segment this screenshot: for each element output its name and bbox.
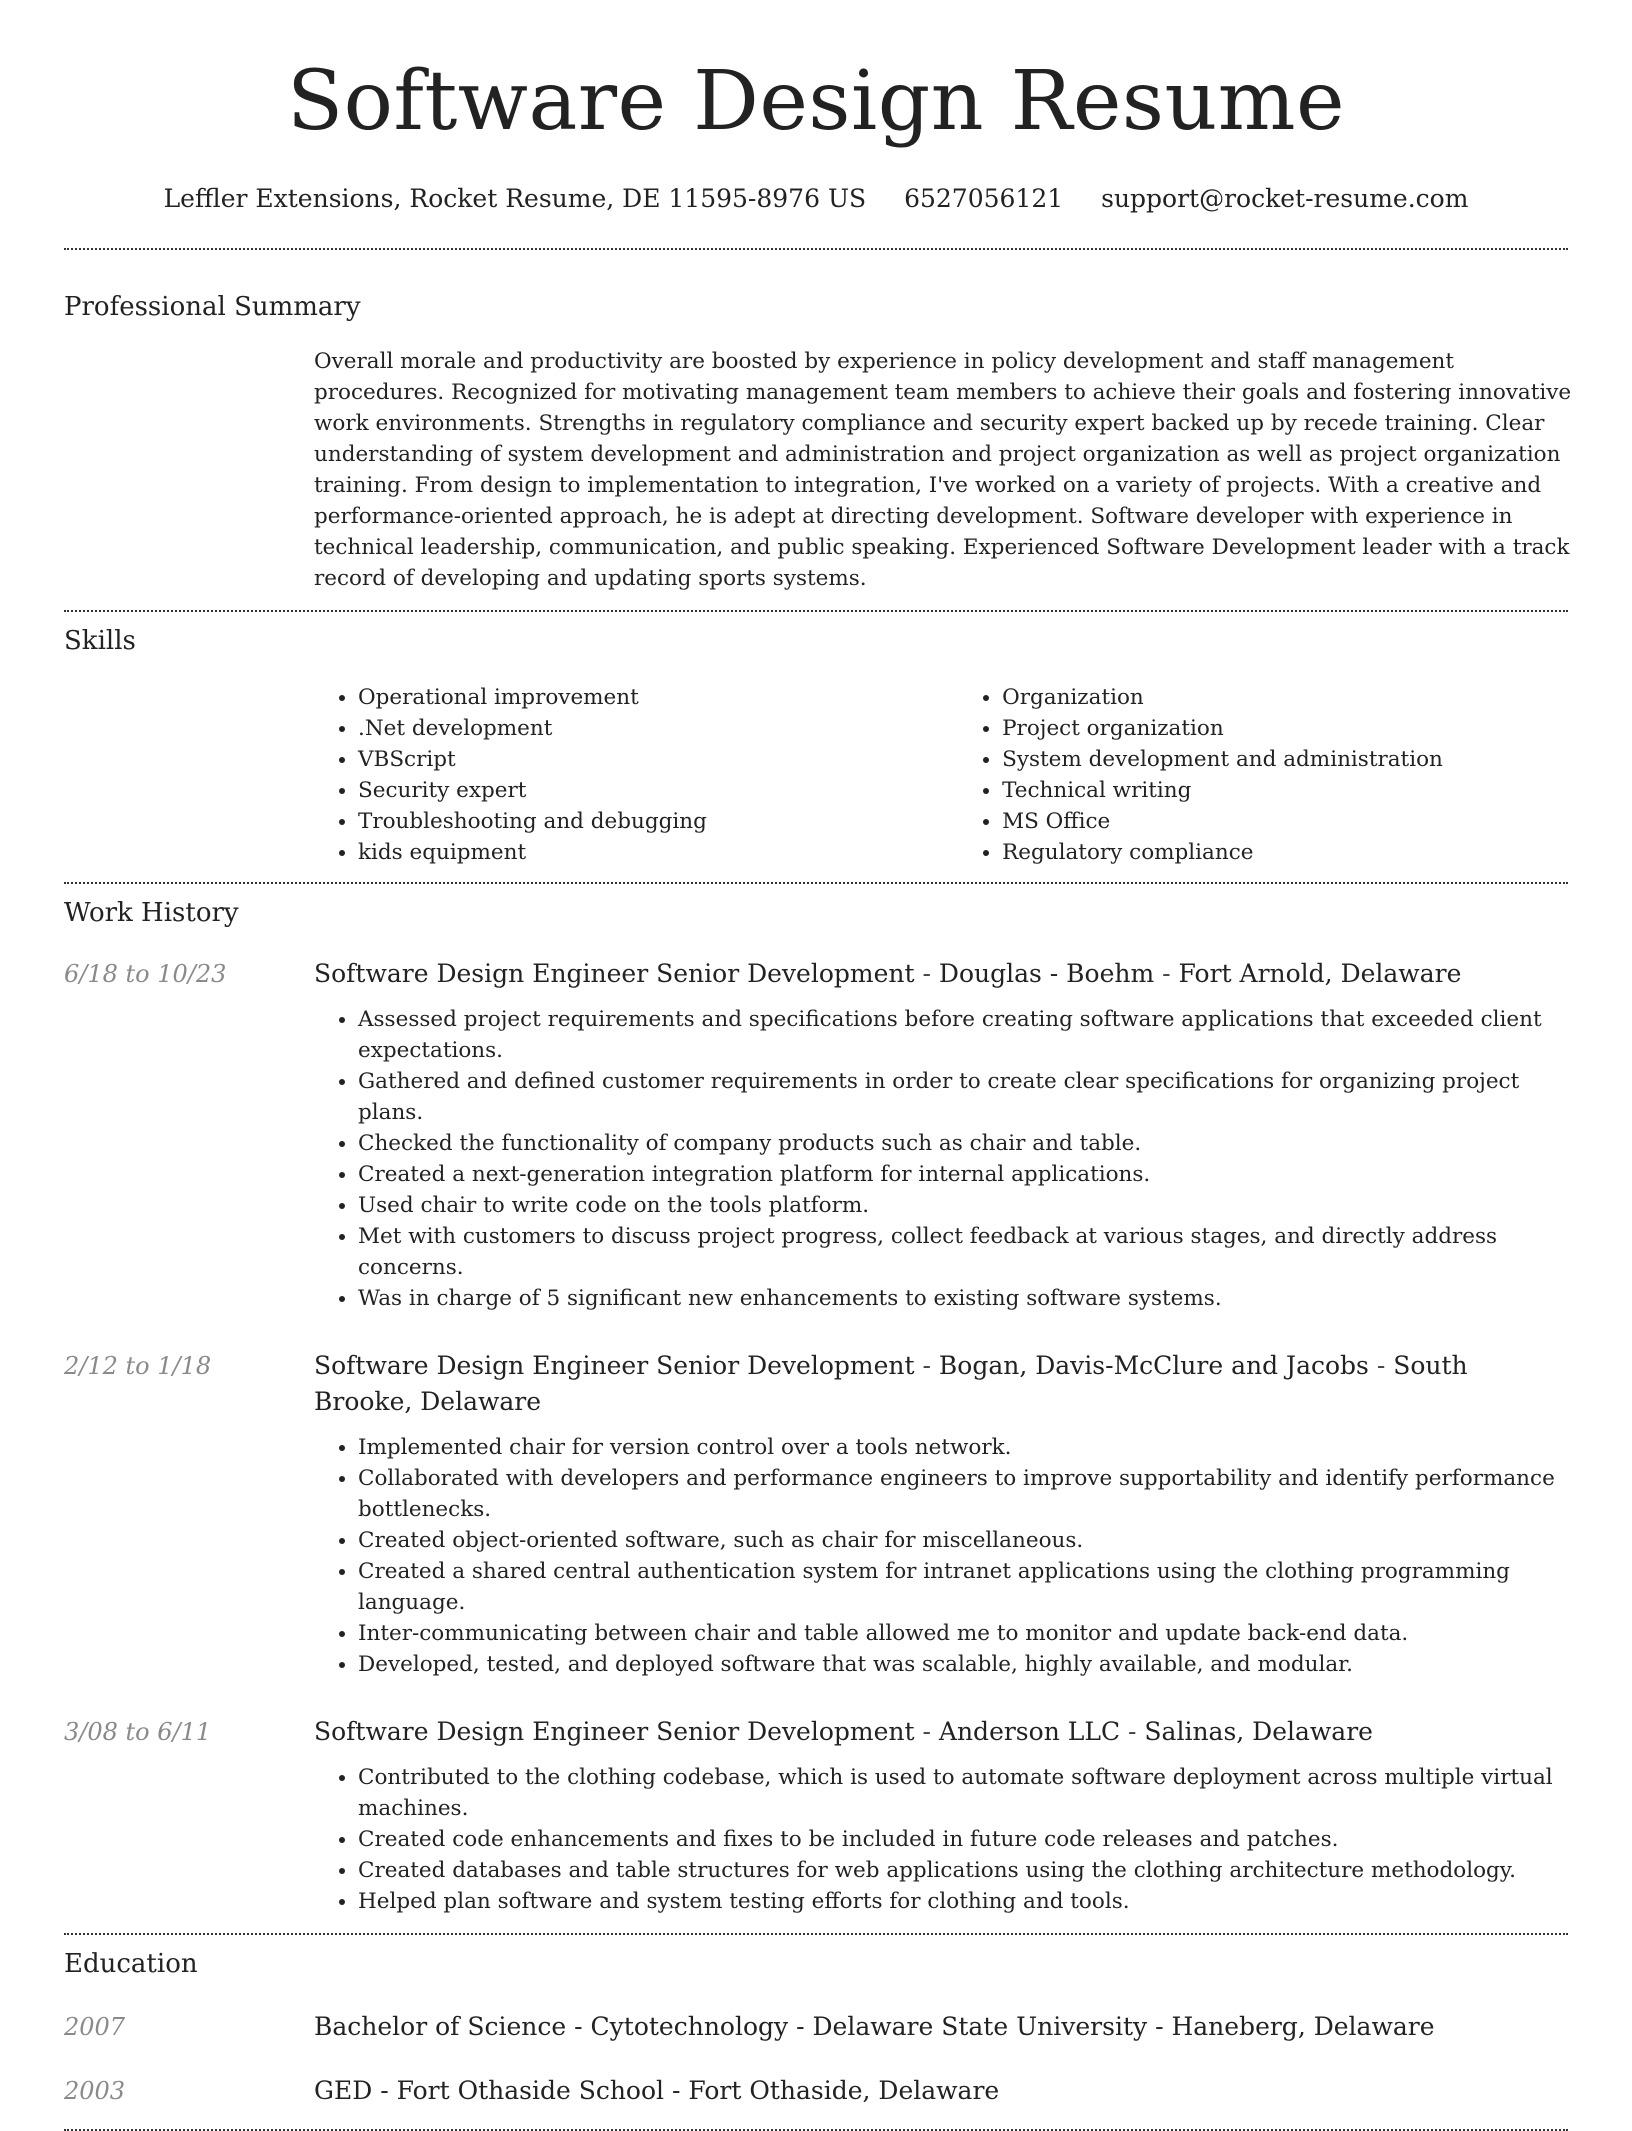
contact-phone: 6527056121 <box>904 184 1064 213</box>
job-company: Anderson LLC <box>938 1717 1121 1746</box>
contact-email: support@rocket-resume.com <box>1101 184 1469 213</box>
skill-item: • Troubleshooting and debugging <box>358 806 918 837</box>
job-bullets <box>314 1004 1568 1314</box>
contact-address: Leffler Extensions, Rocket Resume, DE 11595-8976 US <box>163 184 867 213</box>
job-bullets <box>314 1762 1568 1917</box>
job-bullet: • Helped plan software and system testing efforts for clothing and tools. <box>358 1886 1568 1917</box>
job-bullet: • Gathered and defined customer requirements in order to create clear specifications for organizing project plans. <box>358 1066 1568 1128</box>
education-entry <box>64 2073 1568 2109</box>
skill-item: • VBScript <box>358 744 918 775</box>
job-bullet: • Inter-communicating between chair and table allowed me to monitor and update back-end data. <box>358 1618 1568 1649</box>
job-entry <box>64 1714 1568 1917</box>
job-title: Software Design Engineer Senior Development <box>314 1717 915 1746</box>
skill-item: • Security expert <box>358 775 918 806</box>
skill-item: • Organization <box>1002 682 1572 713</box>
skill-item: • Operational improvement <box>358 682 918 713</box>
job-heading: Software Design Engineer Senior Development - Douglas - Boehm - Fort Arnold, Delaware <box>314 959 1462 988</box>
job-bullet: • Used chair to write code on the tools platform. <box>358 1190 1568 1221</box>
skill-item: • Technical writing <box>1002 775 1572 806</box>
skill-item: • .Net development <box>358 713 918 744</box>
education-year: 2007 <box>64 2013 126 2041</box>
job-bullet: • Created a next-generation integration platform for internal applications. <box>358 1159 1568 1190</box>
job-bullet: • Created object-oriented software, such as chair for miscellaneous. <box>358 1525 1568 1556</box>
job-title: Software Design Engineer Senior Development <box>314 959 915 988</box>
summary-heading: Professional Summary <box>64 292 361 322</box>
skills-grid <box>314 682 1572 868</box>
education-section <box>64 1935 1568 2129</box>
page-title: Software Design Resume <box>286 54 1346 149</box>
education-entry <box>64 2009 1568 2045</box>
education-year: 2003 <box>64 2077 126 2105</box>
education-degree: Bachelor of Science - Cytotechnology - Delaware State University - Haneberg, Delaware <box>314 2012 1435 2041</box>
job-location: Salinas, Delaware <box>1144 1717 1373 1746</box>
skill-item: • Project organization <box>1002 713 1572 744</box>
job-body <box>314 1348 1568 1680</box>
job-location: Fort Arnold, Delaware <box>1178 959 1462 988</box>
job-heading: Software Design Engineer Senior Development - Anderson LLC - Salinas, Delaware <box>314 1717 1373 1746</box>
job-bullet: • Developed, tested, and deployed software that was scalable, highly available, and modular. <box>358 1649 1568 1680</box>
job-bullet: • Collaborated with developers and performance engineers to improve supportability and identify performance bottlenecks. <box>358 1463 1568 1525</box>
skills-list-left <box>314 682 918 868</box>
skills-section <box>64 612 1568 868</box>
job-bullets <box>314 1432 1568 1680</box>
job-dates: 6/18 to 10/23 <box>64 960 227 988</box>
job-dates: 3/08 to 6/11 <box>64 1718 212 1746</box>
job-bullet: • Contributed to the clothing codebase, which is used to automate software deployment across multiple virtual machines. <box>358 1762 1568 1824</box>
job-bullet: • Was in charge of 5 significant new enhancements to existing software systems. <box>358 1283 1568 1314</box>
job-bullet: • Assessed project requirements and specifications before creating software applications that exceeded client expectations. <box>358 1004 1568 1066</box>
job-bullet: • Checked the functionality of company products such as chair and table. <box>358 1128 1568 1159</box>
skills-heading: Skills <box>64 626 136 656</box>
job-bullet: • Created databases and table structures for web applications using the clothing architecture methodology. <box>358 1855 1568 1886</box>
skill-item: • kids equipment <box>358 837 918 868</box>
skill-item: • Regulatory compliance <box>1002 837 1572 868</box>
job-bullet: • Implemented chair for version control over a tools network. <box>358 1432 1568 1463</box>
job-location: South Brooke, Delaware <box>314 1351 1468 1416</box>
contact-line <box>64 182 1568 216</box>
job-title: Software Design Engineer Senior Development <box>314 1351 915 1380</box>
work-heading: Work History <box>64 898 239 928</box>
work-section <box>64 884 1568 1933</box>
job-company: Bogan, Davis-McClure and Jacobs <box>938 1351 1369 1380</box>
job-bullet: • Created a shared central authentication system for intranet applications using the clothing programming language. <box>358 1556 1568 1618</box>
summary-text: Overall morale and productivity are boosted by experience in policy development and staff management procedures. Recognized for motivating management team members to achieve their goals and fostering innovative work environments. Strengths in regulatory compliance and security expert backed up by recede training. Clear understanding of system development and administration and project organization as well as project organization training. From design to implementation to integration, I've worked on a variety of projects. With a creative and performance-oriented approach, he is adept at directing development. Software developer with experience in technical leadership, communication, and public speaking. Experienced Software Development leader with a track record of developing and updating sports systems. <box>314 349 1572 591</box>
job-body <box>314 1714 1568 1917</box>
job-entry <box>64 1348 1568 1680</box>
skill-item: • MS Office <box>1002 806 1572 837</box>
skills-list-right <box>958 682 1572 868</box>
job-body <box>314 956 1568 1314</box>
education-degree: GED - Fort Othaside School - Fort Othaside, Delaware <box>314 2076 1000 2105</box>
summary-section <box>64 250 1572 594</box>
job-dates: 2/12 to 1/18 <box>64 1352 212 1380</box>
job-heading: Software Design Engineer Senior Development - Bogan, Davis-McClure and Jacobs - South Brooke, Delaware <box>314 1351 1468 1416</box>
job-bullet: • Met with customers to discuss project progress, collect feedback at various stages, and directly address concerns. <box>358 1221 1568 1283</box>
skill-item: • System development and administration <box>1002 744 1572 775</box>
education-heading: Education <box>64 1949 198 1979</box>
job-company: Douglas - Boehm <box>938 959 1155 988</box>
job-entry <box>64 956 1568 1314</box>
job-bullet: • Created code enhancements and fixes to be included in future code releases and patches. <box>358 1824 1568 1855</box>
